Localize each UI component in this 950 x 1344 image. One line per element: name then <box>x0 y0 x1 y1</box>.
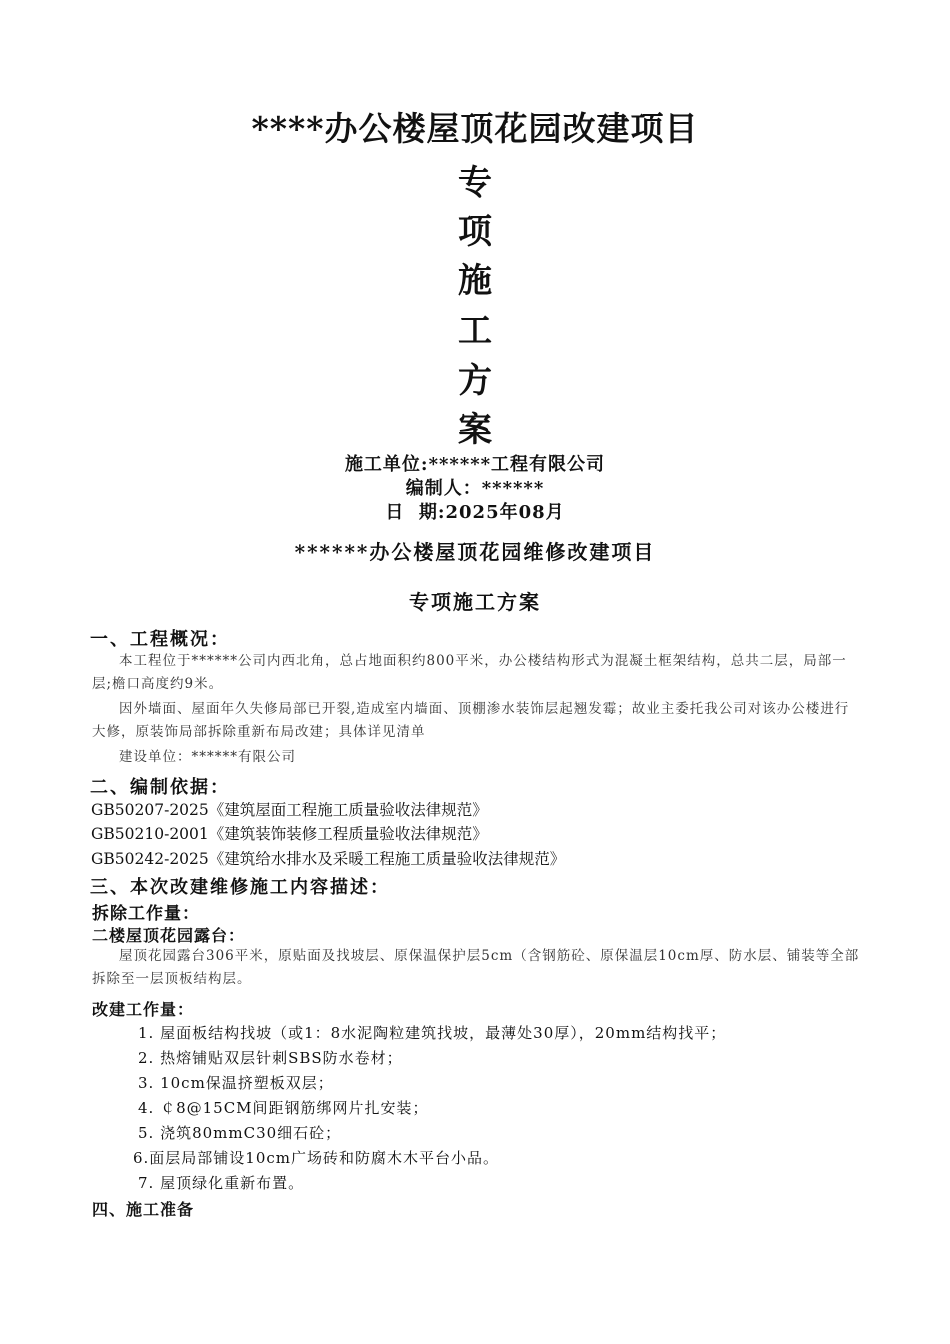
cover-vertical-char: 案 <box>458 410 492 450</box>
cover-vertical-char: 方 <box>458 361 492 401</box>
section-heading-overview: 一、工程概况： <box>90 629 230 650</box>
section-heading-scope: 三、本次改建维修施工内容描述： <box>90 877 390 898</box>
standard-item: GB50242-2025《建筑给水排水及采暖工程施工质量验收法律规范》 <box>91 850 566 868</box>
overview-paragraph: 因外墙面、屋面年久失修局部已开裂,造成室内墙面、顶棚渗水装饰层起翘发霉；故业主委托我公司对该办公楼进行大修，原装饰局部拆除重新布局改建；具体详见清单 <box>92 701 850 740</box>
standard-item: GB50207-2025《建筑屋面工程施工质量验收法律规范》 <box>91 801 488 819</box>
rebuild-item: 7. 屋顶绿化重新布置。 <box>138 1174 305 1192</box>
terrace-heading: 二楼屋顶花园露台： <box>92 926 246 945</box>
rebuild-item: 1. 屋面板结构找坡（或1：8水泥陶粒建筑找坡，最薄处30厚），20mm结构找平； <box>138 1024 727 1042</box>
rebuild-item: 5. 浇筑80mmC30细石砼； <box>138 1124 342 1142</box>
editor: 编制人：****** <box>405 478 545 499</box>
section-heading-preparation: 四、施工准备 <box>92 1200 195 1219</box>
cover-vertical-char: 项 <box>458 212 492 252</box>
document-subtitle: 专项施工方案 <box>409 590 541 614</box>
rebuild-item: 2. 热熔铺贴双层针刺SBS防水卷材； <box>138 1049 403 1067</box>
cover-vertical-char: 专 <box>458 163 492 203</box>
standard-item: GB50210-2001《建筑装饰装修工程质量验收法律规范》 <box>91 825 488 843</box>
overview-paragraph: 本工程位于******公司内西北角，总占地面积约800平米，办公楼结构形式为混凝土框架结构，总共二层，局部一层;檐口高度约9米。 <box>92 653 847 692</box>
rebuild-heading: 改建工作量： <box>92 1000 195 1019</box>
terrace-paragraph: 屋顶花园露台306平米，原贴面及找坡层、原保温保护层5cm（含钢筋砼、原保温层10cm厚、防水层、铺装等全部拆除至一层顶板结构层。 <box>92 948 860 987</box>
rebuild-item: 6.面层局部铺设10cm广场砖和防腐木木平台小品。 <box>133 1149 500 1167</box>
construction-unit: 施工单位:******工程有限公司 <box>344 454 606 475</box>
rebuild-item: 4. ￠8@15CM间距钢筋绑网片扎安装； <box>138 1099 429 1117</box>
document-title: ******办公楼屋顶花园维修改建项目 <box>294 540 656 564</box>
client-paragraph: 建设单位：******有限公司 <box>119 749 296 765</box>
cover-vertical-char: 工 <box>458 311 492 351</box>
cover-title: ****办公楼屋顶花园改建项目 <box>251 109 699 148</box>
cover-vertical-char: 施 <box>458 261 492 301</box>
date: 日 期:2025年08月 <box>385 502 565 523</box>
demolition-heading: 拆除工作量： <box>92 904 200 924</box>
rebuild-item: 3. 10cm保温挤塑板双层； <box>138 1074 334 1092</box>
section-heading-basis: 二、编制依据： <box>90 777 230 798</box>
